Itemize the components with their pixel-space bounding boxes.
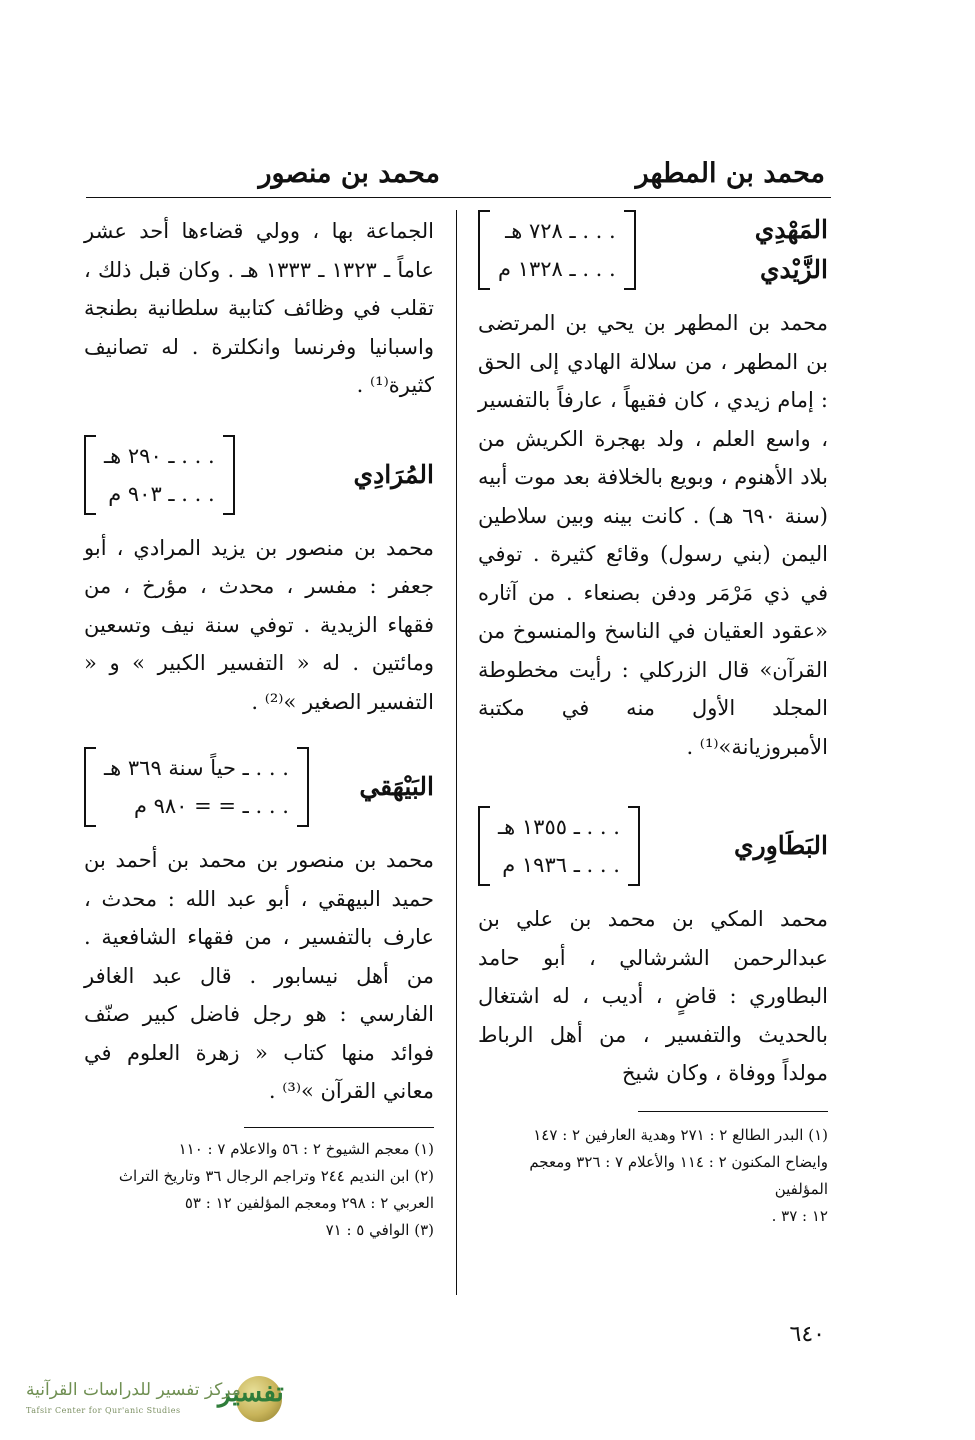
hijri-date: . . . ـ حياً سنة ٣٦٩ هـ xyxy=(104,756,289,780)
bracket-left xyxy=(478,806,490,886)
entry-name: المَهْدِي xyxy=(754,215,828,244)
footnote-line: (٣) الوافي ٥ : ٧١ xyxy=(325,1220,434,1239)
entry-name: البَيْهَقي xyxy=(359,772,434,801)
footnote-rule xyxy=(638,1111,828,1112)
hijri-date: . . . ـ ٧٢٨ هـ xyxy=(505,219,616,243)
running-head-right: محمد بن المطهر xyxy=(635,158,825,189)
footnotes xyxy=(478,1122,828,1230)
logo-arabic-name: مركز تفسير للدراسات القرآنية xyxy=(26,1380,241,1400)
footnote-line: (٢) ابن النديم ٢٤٤ وتراجم الرجال ٣٦ وتاريخ التراث xyxy=(118,1166,434,1185)
header-rule xyxy=(86,197,831,198)
entry-text: محمد بن منصور بن يزيد المرادي ، أبو جعفر : مفسر ، محدث ، مؤرخ ، من فقهاء الزيدية . توفي سنة نيف وتسعين ومائتين . له « التفسير الكبير » و « التفسير الصغير »⁽²⁾ . xyxy=(84,535,434,714)
gregorian-date: . . . ـ ٩٠٣ م xyxy=(108,481,215,506)
gregorian-date: . . . ـ ١٣٢٨ م xyxy=(498,257,616,281)
date-lines xyxy=(96,435,223,515)
logo-english-name: Tafsir Center for Qur'anic Studies xyxy=(26,1406,181,1415)
entry-header-mahdi xyxy=(478,210,828,290)
hijri-date: . . . ـ ٢٩٠ هـ xyxy=(104,443,215,468)
footnote-line: وايضاح المكنون ٢ : ١١٤ والأعلام ٧ : ٣٢٦ ومعجم المؤلفين xyxy=(529,1152,828,1198)
page-number: ٦٤٠ xyxy=(789,1322,825,1347)
entry-names xyxy=(755,210,828,290)
date-lines xyxy=(96,747,297,827)
entry-header-batawiri xyxy=(478,806,828,886)
bracket-left xyxy=(84,435,96,515)
bracket-right xyxy=(624,210,636,290)
footnote-line: ١٢ : ٣٧ . xyxy=(771,1206,828,1225)
date-bracket xyxy=(84,435,235,515)
left-column xyxy=(84,210,434,1244)
entry-text: محمد المكي بن محمد بن علي بن عبدالرحمن الشرشالي ، أبو حامد البطاوري : قاضٍ ، أديب ، له اشتغال بالحديث والتفسير ، من أهل الرباط مولداً ووفاة ، وكان شيخ xyxy=(478,907,828,1085)
date-bracket xyxy=(84,747,309,827)
bracket-left xyxy=(84,747,96,827)
entry-name: الزَّيْدي xyxy=(759,255,828,284)
date-bracket xyxy=(478,210,636,290)
date-lines xyxy=(490,210,624,290)
footnote-line: (١) معجم الشيوخ ٢ : ٥٦ والاعلام ٧ : ١١٠ xyxy=(178,1139,434,1158)
bracket-right xyxy=(297,747,309,827)
running-head-left: محمد بن منصور xyxy=(258,158,440,189)
right-column xyxy=(478,210,828,1230)
entry-text: محمد بن المطهر بن يحي بن المرتضى بن المطهر ، من سلالة الهادي إلى الحق : إمام زيدي ، كان فقيهاً ، عارفاً بالتفسير ، واسع العلم ، ولد بهجرة الكريش من بلاد الأهنوم ، وبويع بالخلافة بعد موت أبيه (سنة ٦٩٠ هـ) . كانت بينه وبين سلاطين اليمن (بني رسول) وقائع كثيرة . توفي في ذي مَرْمَر ودفن بصنعاء . من آثاره «عقود العقيان في الناسخ والمنسوخ من القرآن» قال الزركلي : رأيت مخطوطة المجلد الأول منه في مكتبة الأمبروزيانة»⁽¹⁾ . xyxy=(478,311,828,759)
footnote-line: العربي ٢ : ٢٩٨ ومعجم المؤلفين ١٢ : ٥٣ xyxy=(184,1193,434,1212)
gregorian-date: . . . ـ ١٩٣٦ م xyxy=(502,853,620,877)
date-bracket xyxy=(478,806,640,886)
bracket-left xyxy=(478,210,490,290)
entry-header-bayhaqi xyxy=(84,747,434,827)
entry-header-muradi xyxy=(84,435,434,515)
publisher-logo xyxy=(18,1372,288,1428)
entry-name: المُرَادِي xyxy=(353,459,434,489)
entry-name: البَطَاوِري xyxy=(734,831,828,860)
footnotes xyxy=(84,1136,434,1244)
logo-wordmark: تفسير xyxy=(218,1378,284,1408)
column-divider xyxy=(456,210,457,1295)
footnote-line: (١) البدر الطالع ٢ : ٢٧١ وهدية العارفين ٢ : ١٤٧ xyxy=(533,1125,828,1144)
bracket-right xyxy=(628,806,640,886)
entry-text: محمد بن منصور بن محمد بن أحمد بن حميد البيهقي ، أبو عبد الله : محدث ، عارف بالتفسير ، من فقهاء الشافعية . من أهل نيسابور . قال عبد الغافر الفارسي : هو رجل فاضل كبير صنّف فوائد منها كتاب « زهرة العلوم في معاني القرآن »⁽³⁾ . xyxy=(84,848,434,1103)
entry-text: الجماعة بها ، وولي قضاءها أحد عشر عاماً ـ ١٣٢٣ ـ ١٣٣٣ هـ . وكان قبل ذلك ، تقلب في وظائف كتابية سلطانية بطنجة واسبانيا وفرنسا وانكلترة . له تصانيف كثيرة⁽¹⁾ . xyxy=(84,219,434,397)
bracket-right xyxy=(223,435,235,515)
date-lines xyxy=(490,806,628,886)
gregorian-date: . . . ـ = = ٩٨٠ م xyxy=(133,794,289,818)
hijri-date: . . . ـ ١٣٥٥ هـ xyxy=(498,815,620,839)
footnote-rule xyxy=(244,1127,434,1128)
